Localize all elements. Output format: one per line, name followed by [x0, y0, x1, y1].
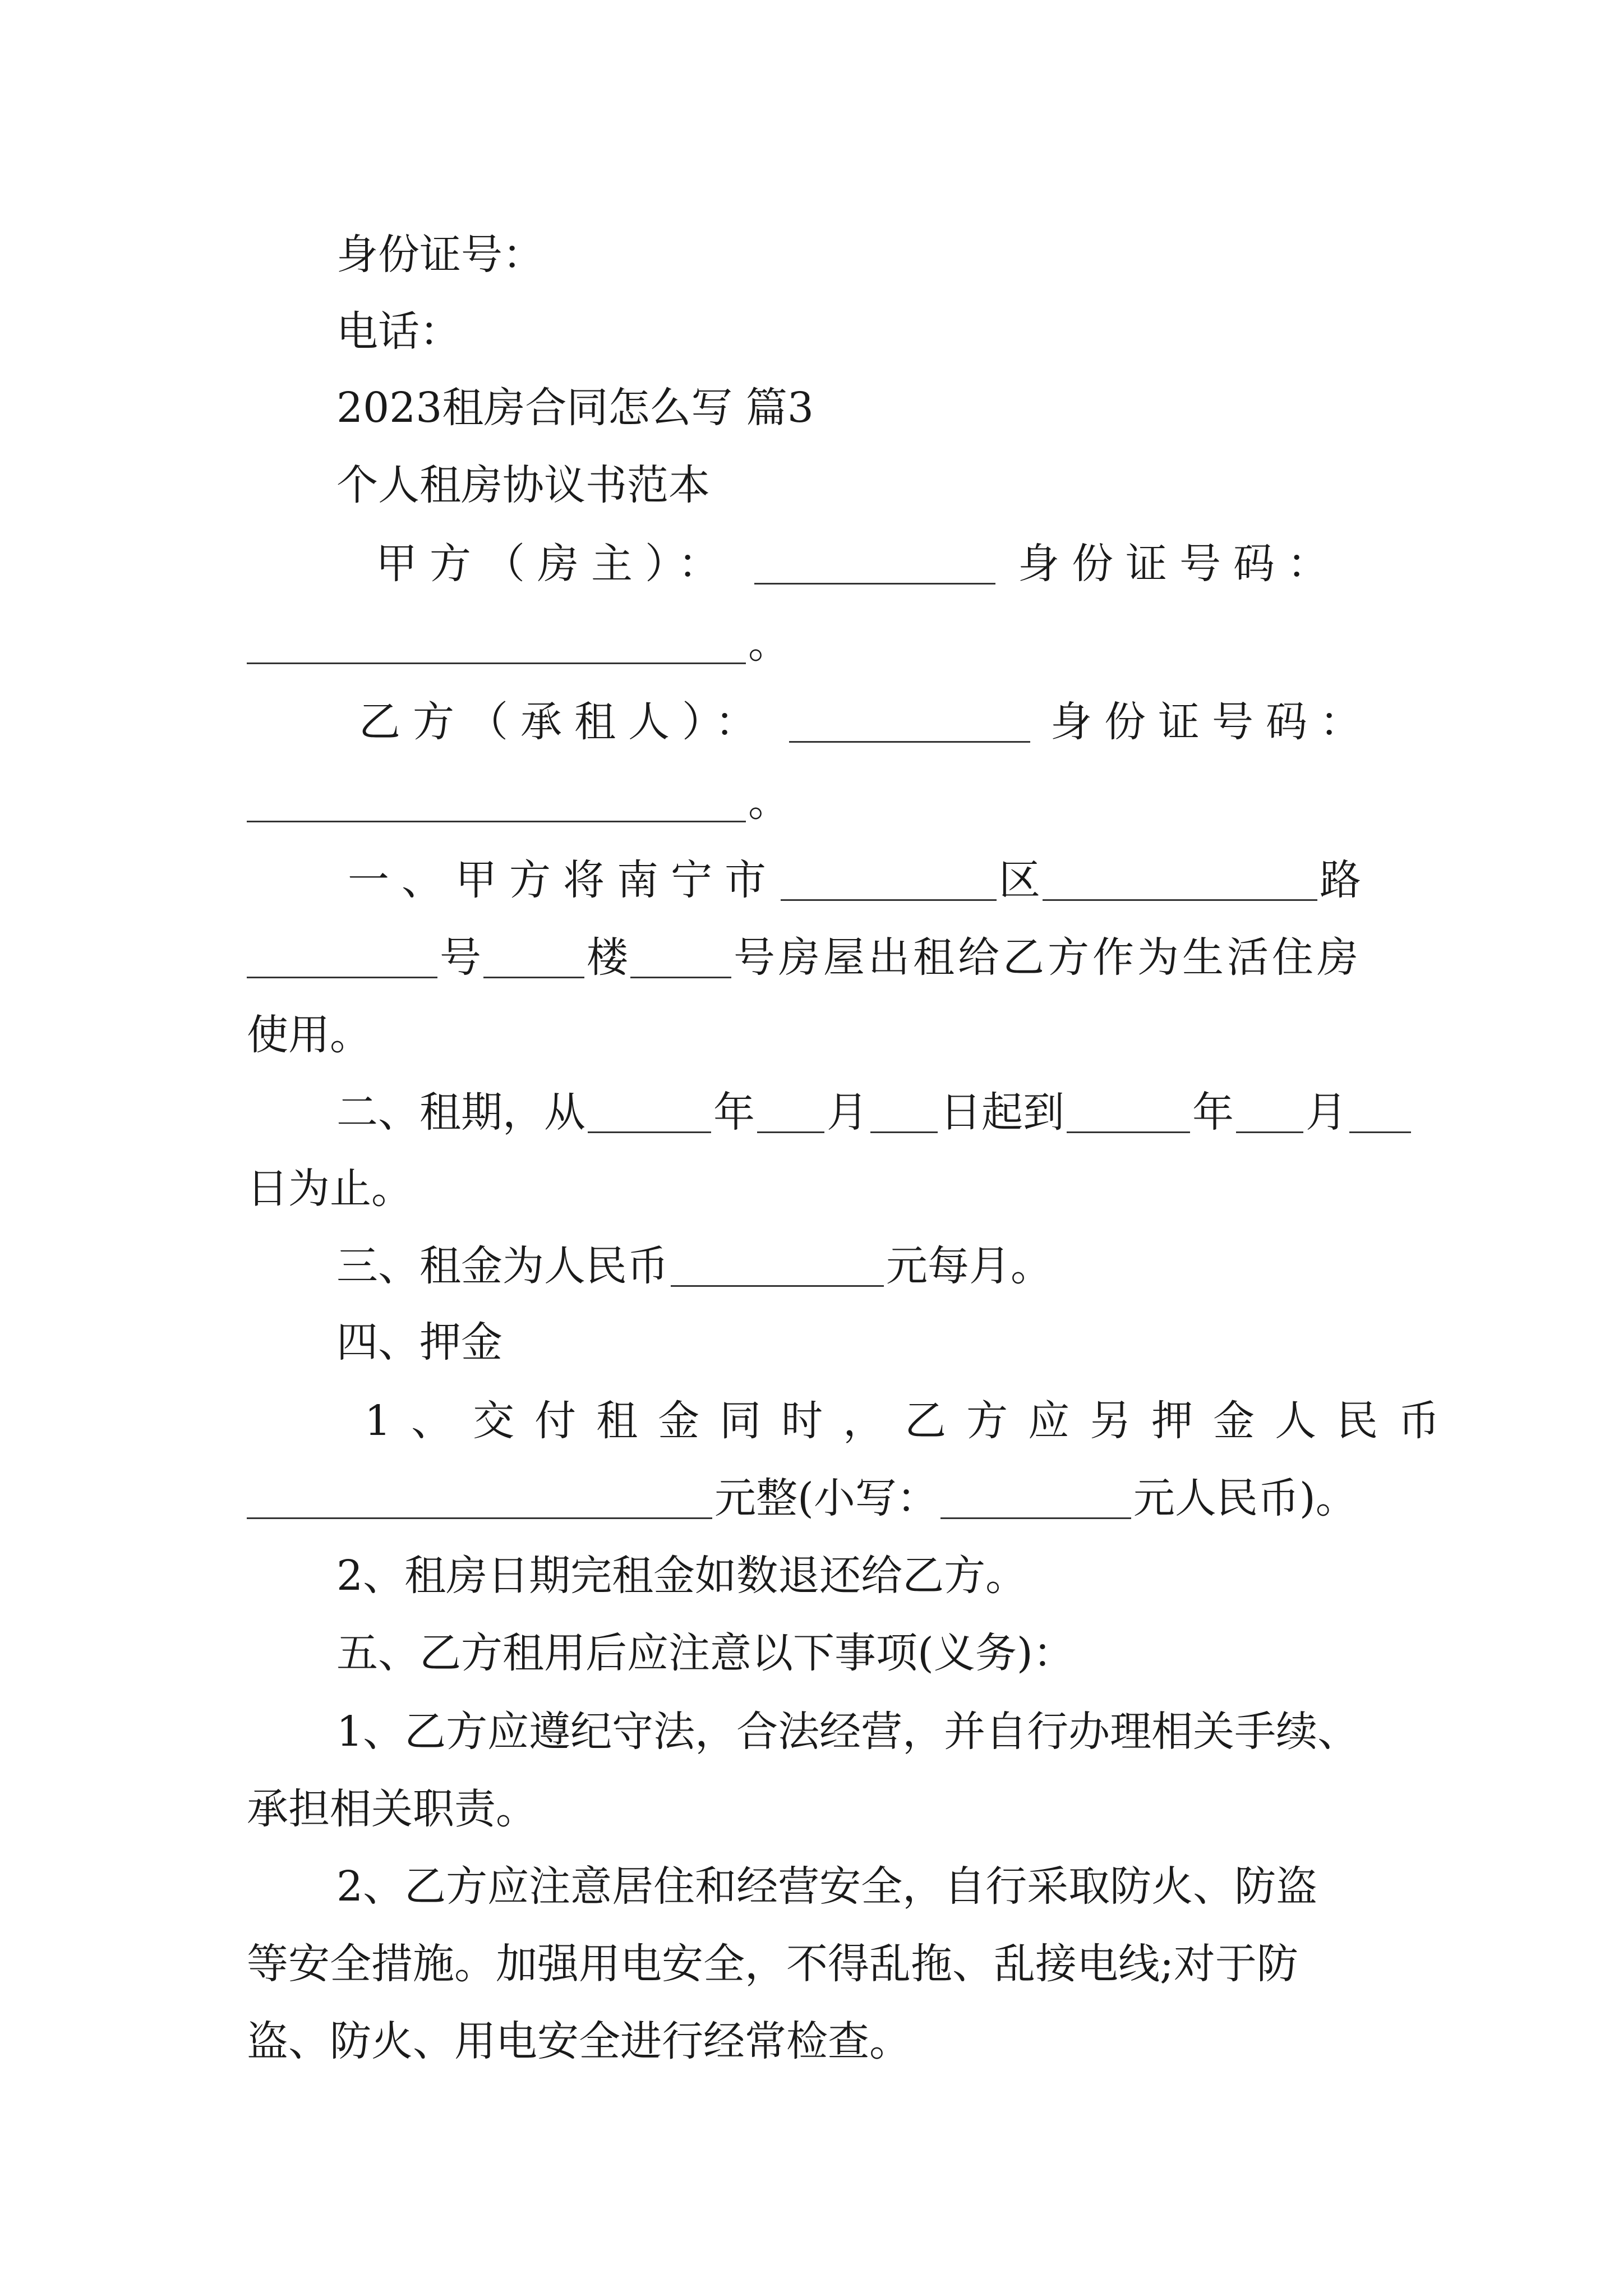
clause-4-text: 四、押金 [336, 1318, 502, 1366]
blank-field [789, 707, 1030, 743]
blank-field [247, 943, 437, 978]
clause-2-line-1 [336, 1079, 1413, 1137]
party-a-end: 。 [748, 619, 790, 668]
blank-field [870, 1098, 938, 1133]
clause-4-1-text-a: 1、交付租金同时，乙方应另押金人民币 [365, 1397, 1460, 1445]
clause-1-text-g: 使用。 [247, 1011, 371, 1059]
blank-field [588, 1098, 711, 1133]
clause-5-1-text-a: 1、乙方应遵纪守法，合法经营，并自行办理相关手续、 [336, 1708, 1359, 1756]
clause-4-2-line [336, 1543, 1027, 1600]
blank-field [247, 629, 746, 664]
clause-1-line-2 [247, 924, 1362, 982]
clause-5-1-text-b: 承担相关职责。 [247, 1785, 537, 1833]
phone-label: 电话： [336, 307, 461, 356]
blank-field [754, 549, 995, 585]
party-a-id-line [247, 610, 790, 668]
blank-field [940, 1484, 1131, 1519]
clause-1-text-c: 路 [1320, 856, 1361, 904]
agreement-title: 个人租房协议书范本 [336, 461, 710, 509]
clause-5-2-text-a: 2、乙方应注意居住和经营安全，自行采取防火、防盗 [336, 1862, 1318, 1911]
clause-2-text-g: 日为止。 [247, 1165, 413, 1213]
blank-field [247, 1484, 712, 1519]
blank-field [1236, 1098, 1303, 1133]
blank-field [1349, 1098, 1411, 1133]
clause-1-line-1 [348, 847, 1361, 904]
party-a-label: 甲方（房主）： [376, 540, 732, 588]
party-b-end: 。 [748, 777, 790, 826]
clause-1-text-a: 一、甲方将南宁市 [348, 856, 778, 904]
clause-4-1-line-2 [247, 1465, 1357, 1522]
subheading [336, 452, 710, 509]
party-a-line [376, 531, 1380, 588]
blank-field [1043, 866, 1317, 901]
id-number-label: 身份证号： [336, 231, 544, 279]
clause-5-2-text-c: 盗、防火、用电安全进行经常检查。 [247, 2017, 911, 2065]
blank-field [757, 1098, 824, 1133]
clause-4-2-text: 2、租房日期完租金如数退还给乙方。 [336, 1552, 1027, 1600]
clause-2-text-c: 月 [827, 1088, 868, 1137]
blank-field [483, 943, 584, 978]
clause-4-1-line-1 [365, 1388, 1460, 1445]
clause-5-1-line-1 [336, 1699, 1359, 1756]
party-b-line [359, 689, 1380, 746]
clause-2-text-d: 日起到 [940, 1088, 1064, 1137]
party-b-id-line [247, 769, 790, 826]
clause-2-text-b: 年 [713, 1088, 755, 1137]
clause-5-2-text-b: 等安全措施。加强用电安全，不得乱拖、乱接电线;对于防 [247, 1940, 1298, 1988]
clause-2-text-f: 月 [1306, 1088, 1347, 1137]
party-a-id-label: 身份证号码： [1018, 540, 1341, 588]
party-b-id-label: 身份证号码： [1050, 698, 1373, 746]
blank-field [630, 943, 731, 978]
clause-1-text-f: 号房屋出租给乙方作为生活住房 [734, 933, 1362, 982]
section-title: 2023租房合同怎么写 篇3 [336, 384, 814, 432]
clause-5-2-line-1 [336, 1853, 1318, 1911]
party-b-label: 乙方（承租人）： [359, 698, 769, 746]
clause-3-text-a: 三、租金为人民币 [336, 1242, 668, 1290]
clause-3-line [336, 1233, 1052, 1290]
clause-5-text: 五、乙方租用后应注意以下事项(义务)： [336, 1629, 1075, 1677]
clause-1-line-3 [247, 1002, 371, 1059]
clause-4-1-text-b: 元整(小写： [714, 1474, 938, 1522]
clause-1-text-b: 区 [999, 856, 1040, 904]
clause-4-1-text-c: 元人民币)。 [1133, 1474, 1357, 1522]
clause-5-2-line-2 [247, 1931, 1298, 1988]
clause-2-line-2 [247, 1156, 413, 1213]
id-number-line [336, 222, 544, 279]
blank-field [671, 1251, 884, 1287]
clause-2-text-e: 年 [1192, 1088, 1234, 1137]
blank-field [247, 787, 746, 822]
clause-1-text-e: 楼 [587, 933, 628, 982]
clause-5-2-line-3 [247, 2008, 911, 2065]
blank-field [781, 866, 997, 901]
blank-field [1067, 1098, 1190, 1133]
clause-1-text-d: 号 [440, 933, 481, 982]
phone-line [336, 298, 461, 356]
clause-5-1-line-2 [247, 1776, 537, 1833]
clause-4-heading [336, 1309, 502, 1366]
section-heading [336, 375, 814, 432]
clause-3-text-b: 元每月。 [886, 1242, 1052, 1290]
clause-2-text-a: 二、租期，从 [336, 1088, 585, 1137]
clause-5-heading [336, 1620, 1075, 1677]
